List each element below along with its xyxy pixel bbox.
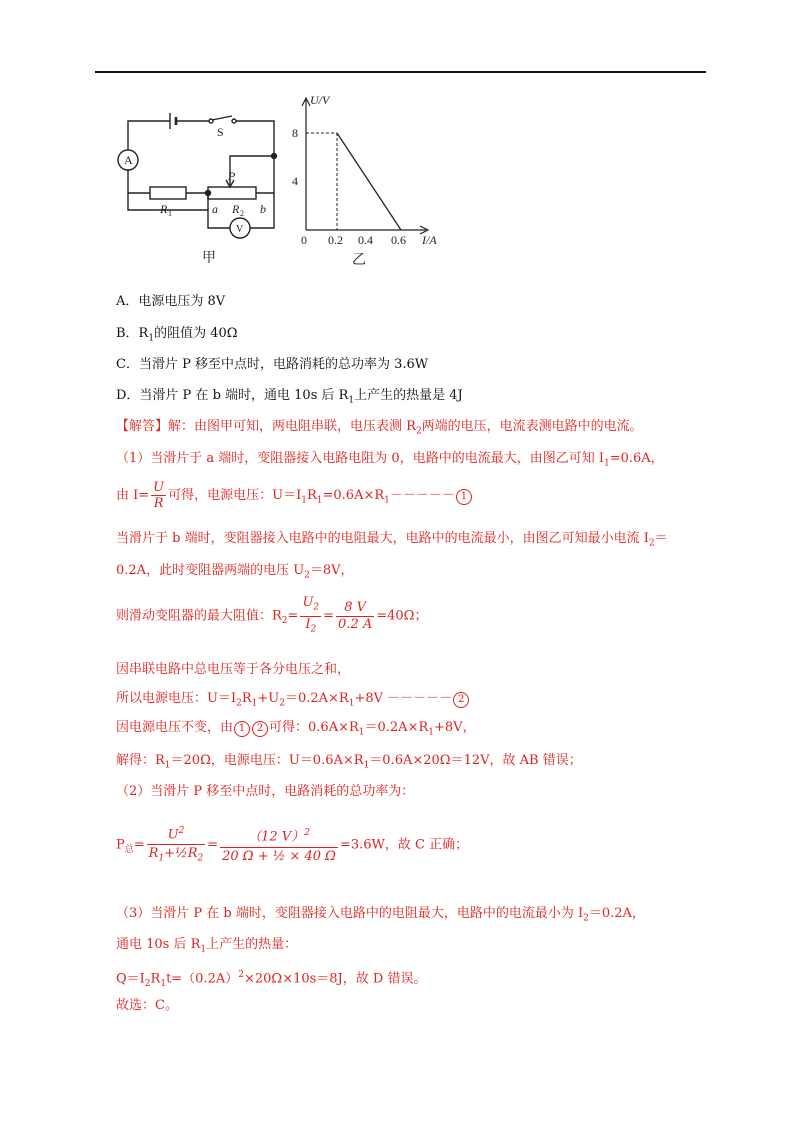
s14-sub: 1 xyxy=(200,944,207,955)
s5b: ＝8V， xyxy=(309,563,354,578)
s13b: ＝0.2A， xyxy=(588,906,645,921)
s16: 故选：C。 xyxy=(116,998,178,1013)
option-d xyxy=(116,387,463,410)
frac-12v xyxy=(220,824,338,847)
ammeter-label: A xyxy=(124,153,133,167)
s3e: －－－－－ xyxy=(389,488,455,503)
circled-1-icon: 1 xyxy=(234,721,250,737)
s15-sub1: 2 xyxy=(144,978,151,989)
solution-max-resistance: 则滑动变阻器的最大阻值：$R_2=$ $\frac{U_2}{I_2}$ = $\frac{8 V}{0.2 A}$ =40Ω； xyxy=(116,595,427,641)
solution-step3 xyxy=(116,905,645,928)
circled-1-icon: 1 xyxy=(456,489,472,505)
x-axis-label: I/A xyxy=(422,233,437,247)
s3c: R xyxy=(306,488,317,503)
s3a: 由 I= xyxy=(116,488,150,503)
frac-num: U xyxy=(153,480,165,495)
fraction-u-over-r xyxy=(151,480,166,511)
switch-label: S xyxy=(217,125,224,139)
s8-sub4: 1 xyxy=(348,698,355,709)
end-b-label: b xyxy=(260,202,266,216)
s2b: =0.6A， xyxy=(609,451,664,466)
x-tick-06: 0.6 xyxy=(391,233,406,247)
s7: 因串联电路中总电压等于各分电压之和， xyxy=(116,662,351,677)
s15b: R xyxy=(150,971,161,987)
s6b: =40Ω； xyxy=(376,608,428,624)
s4a: 当滑片于 b 端时，变阻器接入电路中的电阻最大，电路中的电流最小，由图乙可知最小电流 I xyxy=(116,531,649,546)
r2-sub: 2 xyxy=(240,209,244,218)
solution-series-rule xyxy=(116,661,350,679)
top-rule xyxy=(95,71,706,73)
y-axis-label: U/V xyxy=(310,93,330,107)
solution-power-formula: $P_总=$ $\frac{U^2}{R_1+\frac{1}{2}R_2}$ = $\frac{(12 V)^2}{\text{20 Ω + ½ × 40 Ω}}$ =3.6W，故 C 正确； xyxy=(116,822,468,872)
s9d: +8V， xyxy=(433,720,476,735)
s6-sub: 2 xyxy=(281,616,288,627)
s3-sub2: 1 xyxy=(316,495,323,506)
s13a: （3）当滑片 P 在 b 端时，变阻器接入电路中的电阻最大，电路中的电流最小为 I xyxy=(116,906,584,921)
option-b-sub: 1 xyxy=(148,333,155,344)
s12-sub: 总 xyxy=(124,845,134,856)
caption-yi: 乙 xyxy=(352,253,366,268)
r1-label: R xyxy=(160,202,168,216)
s13-sub: 2 xyxy=(583,913,589,924)
frac-8v: 8 V xyxy=(336,600,374,617)
s1b: 两端的电压，电流表测电路中的电流。 xyxy=(421,419,643,434)
fraction-u2-over-r xyxy=(147,822,206,868)
s3b: 可得，电源电压：U＝I xyxy=(168,488,302,503)
s9-sub2: 1 xyxy=(428,727,434,738)
solution-answer xyxy=(116,997,178,1015)
s9c: ＝0.2A×R xyxy=(364,720,429,735)
s9a: 因电源电压不变，由 xyxy=(116,720,234,735)
option-d-tail: 上产生的热量是 4J xyxy=(354,388,463,403)
slider-label: P xyxy=(228,169,236,183)
voltmeter-label: V xyxy=(236,224,244,235)
option-d-text: D．当滑片 P 在 b 端时，通电 10s 后 R xyxy=(116,388,349,403)
s8b: R xyxy=(241,691,252,706)
frac-u2-letter: U xyxy=(302,595,314,610)
s4-sub: 2 xyxy=(648,538,655,549)
s8-sub1: 2 xyxy=(236,698,242,709)
frac-i2-letter: I xyxy=(305,616,311,632)
s10a: 解得：R xyxy=(116,753,165,768)
frac-u2 xyxy=(300,595,321,617)
s15d: ×20Ω×10s＝8J，故 D 错误。 xyxy=(243,971,427,987)
y-tick-4: 4 xyxy=(292,174,298,188)
s11: （2）当滑片 P 移至中点时，电路消耗的总功率为： xyxy=(116,784,415,799)
frac-02a: 0.2 A xyxy=(338,616,373,632)
s2-sub: 1 xyxy=(603,458,610,469)
solution-step2 xyxy=(116,783,414,801)
frac-u-letter: U xyxy=(167,827,179,843)
s5-sub: 2 xyxy=(304,570,310,581)
r2-label: R xyxy=(232,202,240,216)
option-a-text: A．电源电压为 8V xyxy=(116,294,226,309)
s10c: ＝0.6A×20Ω＝12V，故 AB 错误； xyxy=(369,753,582,768)
s15a: Q＝I xyxy=(116,971,145,987)
solution-tag: 【解答】 xyxy=(116,419,169,434)
fraction-8v-over-02a xyxy=(336,600,374,633)
solution-ohms-law xyxy=(116,478,473,519)
circuit-diagram xyxy=(118,113,277,238)
fraction-u2-over-i2 xyxy=(300,595,321,637)
s15-sub2: 1 xyxy=(160,978,167,989)
s8e: +8V －－－－－ xyxy=(354,691,453,706)
circled-2-icon: 2 xyxy=(252,721,268,737)
solution-step1e xyxy=(116,719,476,742)
frac-u-squared xyxy=(147,822,206,845)
end-a-label: a xyxy=(212,202,218,216)
solution-intro xyxy=(116,418,643,441)
origin-label: 0 xyxy=(301,233,307,247)
s14a: 通电 10s 后 R xyxy=(116,937,201,952)
s2a: （1）当滑片于 a 端时，变阻器接入电路电阻为 0，电路中的电流最大，由图乙可知 I xyxy=(116,451,604,466)
solution-heat xyxy=(116,966,426,993)
solution-step1c xyxy=(116,562,354,585)
frac-u2-sub: 2 xyxy=(313,602,320,613)
s9-sub1: 1 xyxy=(358,727,365,738)
s8-sub3: 2 xyxy=(279,698,285,709)
frac-total-resistance: 20 Ω + ½ × 40 Ω xyxy=(222,848,336,864)
s8c: +U xyxy=(257,691,280,706)
r1-sub: 1 xyxy=(168,209,172,218)
circled-2-icon: 2 xyxy=(453,692,469,708)
option-d-sub: 1 xyxy=(348,395,355,406)
s8a: 所以电源电压：U＝I xyxy=(116,691,237,706)
s6a: 则滑动变阻器的最大阻值：R xyxy=(116,608,282,624)
option-b xyxy=(116,325,238,348)
s1-sub: 2 xyxy=(415,426,422,437)
option-b-tail: 的阻值为 40Ω xyxy=(154,326,238,341)
x-tick-02: 0.2 xyxy=(328,233,343,247)
s12-tail: 3.6W，故 C 正确； xyxy=(350,837,469,853)
option-a xyxy=(116,293,225,311)
s14b: 上产生的热量： xyxy=(206,937,298,952)
s12-p: P xyxy=(116,837,125,853)
s15c: t=（0.2A） xyxy=(166,971,239,987)
s3-sub1: 1 xyxy=(301,495,307,506)
s10-sub2: 1 xyxy=(363,760,370,771)
solution-step1 xyxy=(116,450,664,473)
s1a: 解：由图甲可知，两电阻串联，电压表测 R xyxy=(168,419,416,434)
option-c-text: C．当滑片 P 移至中点时，电路消耗的总功率为 3.6W xyxy=(116,357,429,372)
y-tick-8: 8 xyxy=(292,126,298,140)
fraction-12v-over-total xyxy=(220,824,338,865)
s8-sub2: 1 xyxy=(251,698,258,709)
solution-step3b xyxy=(116,936,297,959)
frac-12v-sup: 2 xyxy=(304,828,310,839)
frac-den: R xyxy=(153,496,164,511)
s10-sub1: 1 xyxy=(164,760,171,771)
s3d: =0.6A×R xyxy=(322,488,385,503)
figure xyxy=(110,88,510,268)
solution-step1b xyxy=(116,530,668,553)
s10b: ＝20Ω，电源电压：U＝0.6A×R xyxy=(170,753,364,768)
solution-step1f xyxy=(116,752,582,775)
x-tick-04: 0.4 xyxy=(358,233,373,247)
frac-u-sup: 2 xyxy=(178,826,185,836)
option-b-text: B．R xyxy=(116,326,149,341)
s5a: 0.2A，此时变阻器两端的电压 U xyxy=(116,563,305,578)
s4b: ＝ xyxy=(654,531,668,546)
s3-sub3: 1 xyxy=(384,495,390,506)
ui-graph xyxy=(292,93,437,268)
option-c xyxy=(116,356,428,374)
frac-12v-text: （12 V） xyxy=(248,829,305,845)
frac-i2 xyxy=(300,617,321,638)
s15-sup: 2 xyxy=(238,970,244,980)
caption-jia: 甲 xyxy=(202,251,216,266)
frac-i2-sub: 2 xyxy=(310,624,317,635)
solution-step1d xyxy=(116,690,470,713)
frac-r1-half-r2: $R_1+\frac{1}{2}R_2$ xyxy=(148,846,204,864)
s8d: ＝0.2A×R xyxy=(284,691,349,706)
s9b: 可得：0.6A×R xyxy=(269,720,359,735)
